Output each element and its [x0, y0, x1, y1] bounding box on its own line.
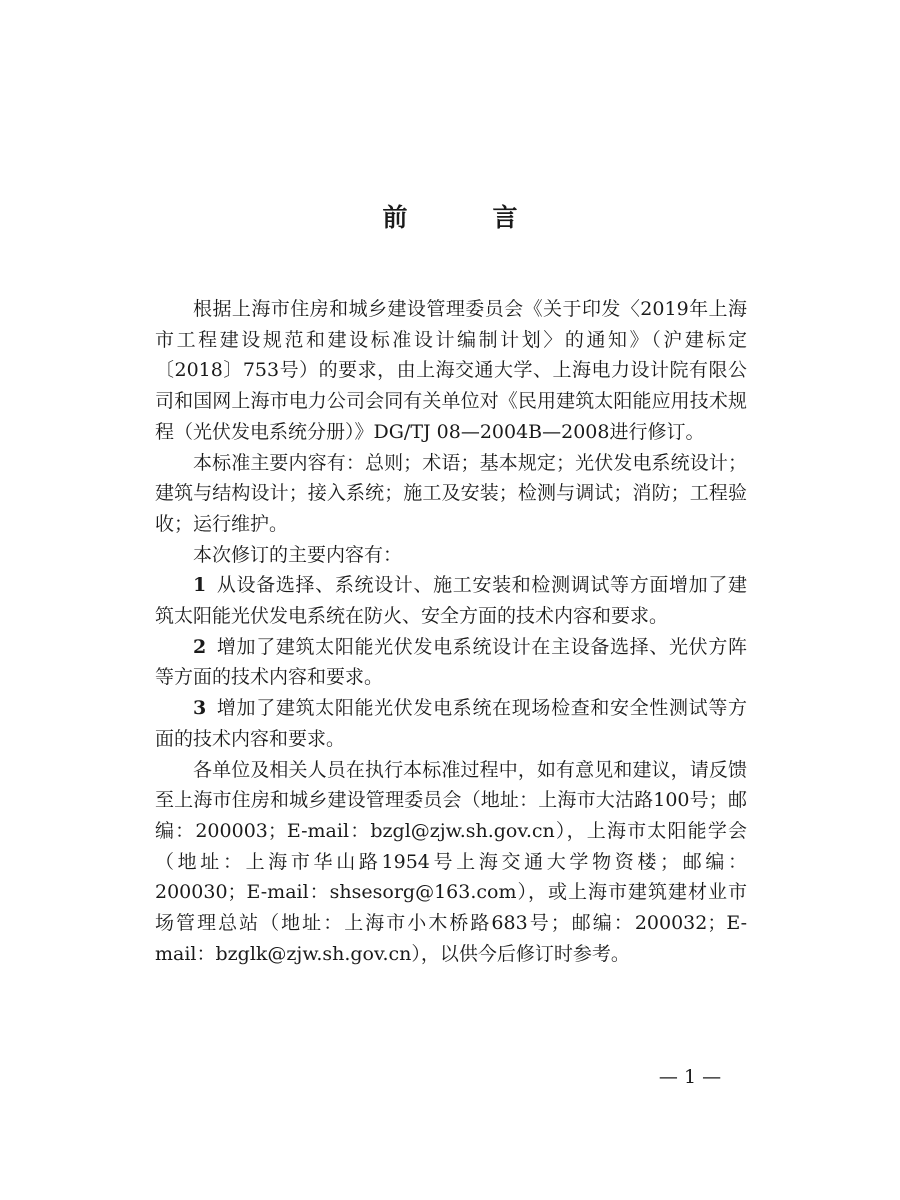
list-item-number: 1	[193, 574, 207, 597]
list-item-number: 3	[193, 697, 207, 720]
paragraph-main-contents: 本标准主要内容有：总则；术语；基本规定；光伏发电系统设计；建筑与结构设计；接入系统；施工及安装；检测与调试；消防；工程验收；运行维护。	[155, 451, 747, 535]
list-item	[155, 693, 747, 754]
paragraph-basis: 根据上海市住房和城乡建设管理委员会《关于印发〈2019年上海市工程建设规范和建设标准设计编制计划〉的通知》（沪建标定〔2018〕753号）的要求，由上海交通大学、上海电力设计院有限公司和国网上海市电力公司会同有关单位对《民用建筑太阳能应用技术规程（光伏发电系统分册）》DG/TJ 08—2004B—2008进行修订。	[155, 298, 747, 443]
list-item-text: 增加了建筑太阳能光伏发电系统设计在主设备选择、光伏方阵等方面的技术内容和要求。	[155, 635, 747, 689]
list-item-number: 2	[193, 635, 207, 658]
list-item-text: 增加了建筑太阳能光伏发电系统在现场检查和安全性测试等方面的技术内容和要求。	[155, 697, 747, 750]
paragraph-revision-intro: 本次修订的主要内容有：	[193, 543, 403, 566]
list-item	[155, 632, 747, 693]
list-item-text: 从设备选择、系统设计、施工安装和检测调试等方面增加了建筑太阳能光伏发电系统在防火、安全方面的技术内容和要求。	[155, 574, 747, 628]
page-title: 前 言	[382, 203, 548, 232]
paragraph-feedback: 各单位及相关人员在执行本标准过程中，如有意见和建议，请反馈至上海市住房和城乡建设管理委员会（地址：上海市大沽路100号；邮编：200003；E-mail：bzgl@zjw.sh.gov.cn），上海市太阳能学会（地址：上海市华山路1954号上海交通大学物资楼；邮编：200030；E-mail：shsesorg@163.com），或上海市建筑建材业市场管理总站（地址：上海市小木桥路683号；邮编：200032；E-mail：bzglk@zjw.sh.gov.cn），以供今后修订时参考。	[155, 758, 747, 965]
page-number: — 1 —	[658, 1066, 722, 1088]
list-item	[155, 570, 747, 631]
preface-body	[155, 294, 747, 969]
